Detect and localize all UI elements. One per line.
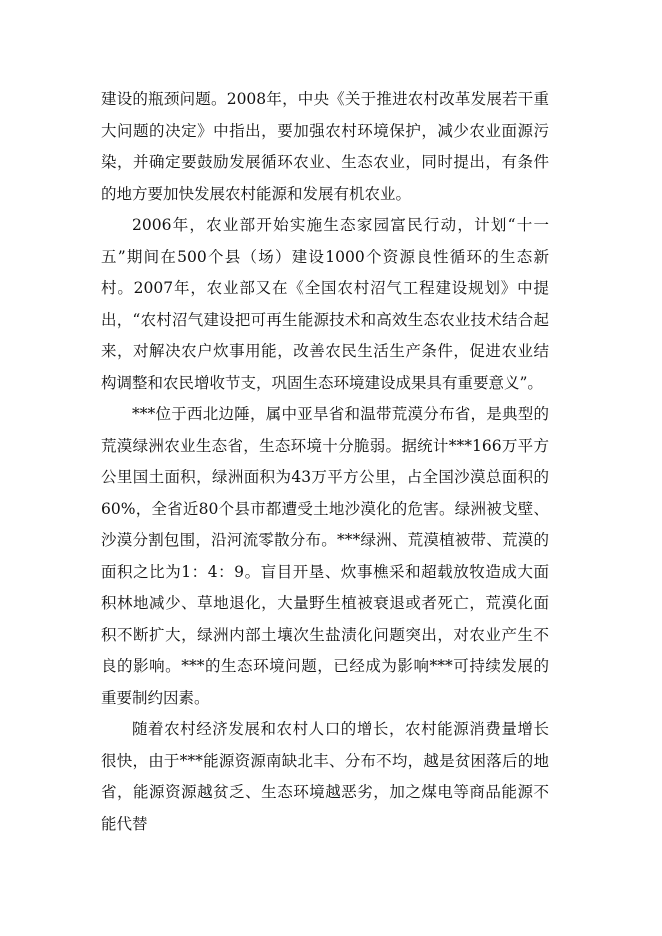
paragraph-4: 随着农村经济发展和农村人口的增长，农村能源消费量增长很快，由于***能源资源南缺北丰、分布不均，越是贫困落后的地省，能源资源越贫乏、生态环境越恶劣，加之煤电等商品能源不能代替 (101, 720, 549, 833)
paragraph-2: 2006年，农业部开始实施生态家园富民行动，计划“十一五”期间在500个县（场）建设1000个资源良性循环的生态新村。2007年，农业部又在《全国农村沼气工程建设规划》中提出，“农村沼气建设把可再生能源技术和高效生态农业技术结合起来，对解决农户炊事用能，改善农民生活生产条件，促进农业结构调整和农民增收节支，巩固生态环境建设成果具有重要意义”。 (101, 216, 549, 392)
paragraph-1: 建设的瓶颈问题。2008年，中央《关于推进农村改革发展若干重大问题的决定》中指出，要加强农村环境保护，减少农业面源污染，并确定要鼓励发展循环农业、生态农业，同时提出，有条件的地方要加快发展农村能源和发展有机农业。 (101, 90, 549, 203)
document-body (101, 84, 549, 840)
paragraph-3: ***位于西北边陲，属中亚旱省和温带荒漠分布省，是典型的荒漠绿洲农业生态省，生态环境十分脆弱。据统计***166万平方公里国土面积，绿洲面积为43万平方公里，占全国沙漠总面积的60%，全省近80个县市都遭受土地沙漠化的危害。绿洲被戈壁、沙漠分割包围，沿河流零散分布。***绿洲、荒漠植被带、荒漠的面积之比为1：4：9。盲目开垦、炊事樵采和超载放牧造成大面积林地减少、草地退化，大量野生植被衰退或者死亡，荒漠化面积不断扩大，绿洲内部土壤次生盐渍化问题突出，对农业产生不良的影响。***的生态环境问题，已经成为影响***可持续发展的重要制约因素。 (101, 405, 549, 707)
